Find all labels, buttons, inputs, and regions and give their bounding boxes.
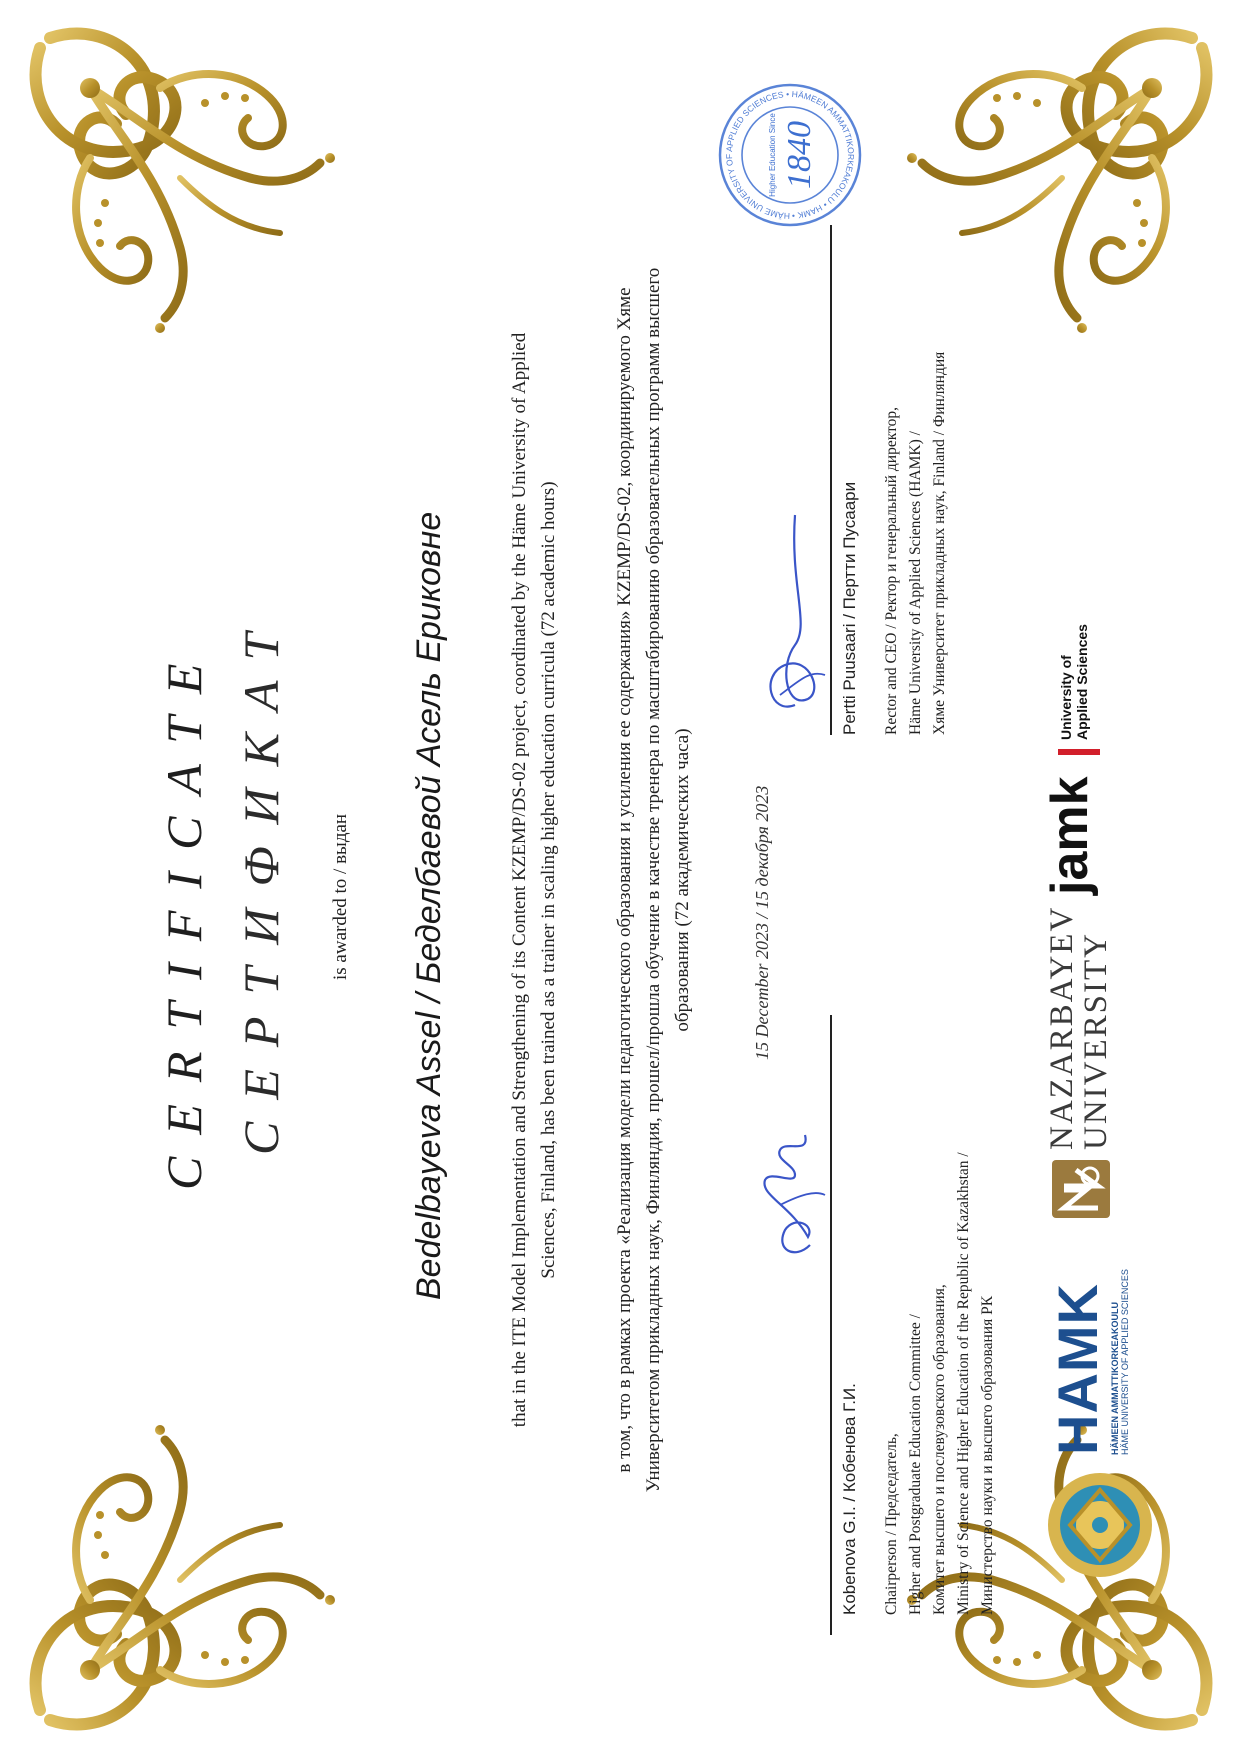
- signature-kobenova: [740, 1125, 830, 1265]
- jamk-logo-subtitle: [1058, 624, 1090, 740]
- hamk-logo-text: HAMK: [1046, 1283, 1109, 1455]
- title-english: CERTIFICATE: [156, 641, 212, 1190]
- svg-text:Higher Education Since: Higher Education Since: [768, 113, 777, 197]
- svg-text:1840: 1840: [781, 121, 818, 189]
- russian-description: в том, что в рамках проекта «Реализация модели педагогического образования и усиления ее содержания» KZEMP/DS-02, координируемого Хяме Университетом прикладных наук, Финляндия, прошел/прошла обучение в качестве тренера по масштабированию образовательных программ высшего образования (72 академических часа): [614, 267, 693, 1493]
- nu-logo-line2: UNIVERSITY: [1078, 932, 1114, 1150]
- signatory-right-name: Pertti Puusaari / Пертти Пусаари: [840, 481, 859, 735]
- signature-puusaari: [750, 505, 835, 735]
- signatory-right-title: [880, 352, 952, 735]
- svg-text:HÄME UNIVERSITY OF APPLIED SCI: HÄME UNIVERSITY OF APPLIED SCIENCES • HÄMEEN AMMATTIKORKEAKOULU • HAMK •: [723, 88, 857, 222]
- hamk-stamp: [715, 80, 865, 230]
- jamk-logo-sub1: University of: [1058, 655, 1074, 740]
- signatory-right-line: Rector and CEO / Ректор и генеральный директор,: [883, 407, 900, 735]
- hamk-logo-sub2: HÄME UNIVERSITY OF APPLIED SCIENCES: [1120, 1269, 1130, 1455]
- nazarbayev-university-logo: [1045, 906, 1113, 1150]
- signature-line-left: [830, 1015, 832, 1635]
- hamk-logo-sub1: HÄMEEN AMMATTIKORKEAKOULU: [1110, 1302, 1120, 1455]
- awarded-to-label: is awarded to / выдан: [330, 813, 351, 980]
- signatory-left-line: Комитет высшего и послевузовского образования,: [931, 1284, 948, 1615]
- nazarbayev-university-emblem: [1050, 1158, 1112, 1220]
- jamk-divider: [1058, 749, 1100, 755]
- nu-emblem-icon: [1050, 1158, 1112, 1220]
- signatory-left-title: [880, 1152, 1000, 1615]
- signatory-left-name: Kobenova G.I. / Кобенова Г.И.: [840, 1383, 859, 1615]
- signatory-left-line: Ministry of Science and Higher Education of the Republic of Kazakhstan /: [955, 1152, 972, 1615]
- signatory-left-line: Министерство науки и высшего образования РК: [979, 1295, 996, 1615]
- title-russian: СЕРТИФИКАТ: [233, 610, 289, 1155]
- jamk-logo: jamk: [1041, 776, 1099, 895]
- kazakhstan-emblem-logo: [1045, 1470, 1155, 1580]
- signatory-right-line: Хяме Университет прикладных наук, Finland / Финляндия: [931, 351, 948, 735]
- english-description: that in the ITE Model Implementation and Strengthening of its Content KZEMP/DS-02 project, coordinated by the Häme University of Applied Sciences, Finland, has been trained as a trainer in scaling higher education curricula (72 academic hours): [509, 332, 559, 1428]
- issue-date: 15 December 2023 / 15 декабря 2023: [752, 785, 772, 1060]
- nu-logo-line1: NAZARBAYEV: [1044, 905, 1080, 1150]
- jamk-logo-sub2: Applied Sciences: [1074, 624, 1090, 740]
- signatory-left-line: Higher and Postgraduate Education Committee /: [907, 1314, 924, 1615]
- signatory-left-line: Chairperson / Председатель,: [883, 1433, 900, 1615]
- signature-line-right: [830, 225, 832, 735]
- hamk-logo: [1045, 1269, 1130, 1455]
- recipient-name: Bedelbayeva Assel / Беделбаевой Асель Ериковне: [410, 511, 448, 1300]
- signatory-right-line: Häme University of Applied Sciences (HAMK) /: [907, 431, 924, 735]
- emblem-icon: [1045, 1470, 1155, 1580]
